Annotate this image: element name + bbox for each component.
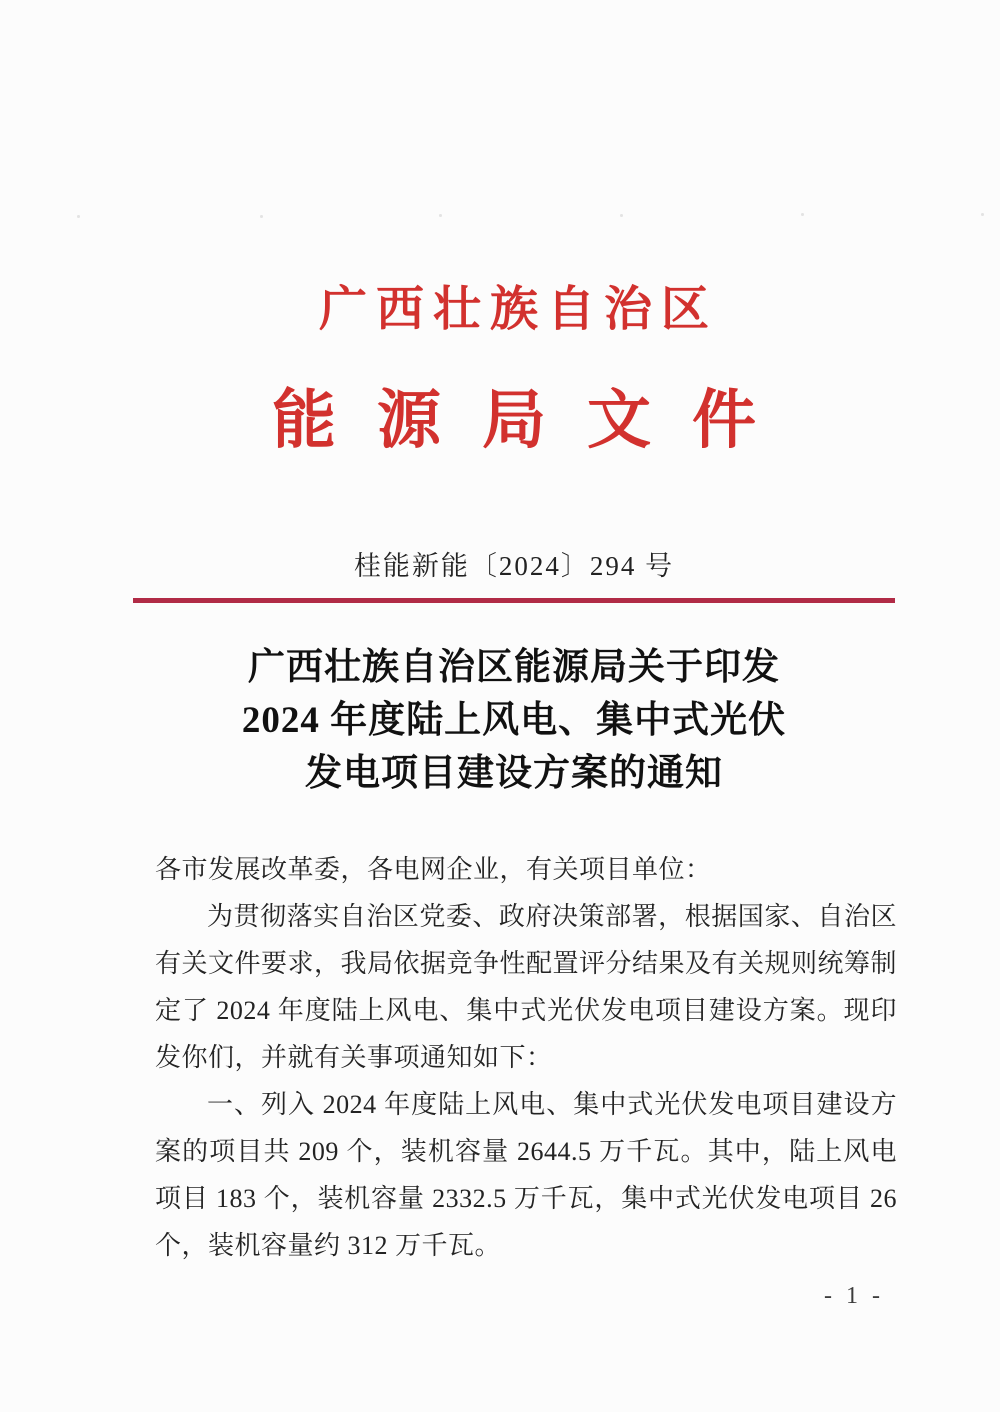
title-line-3: 发电项目建设方案的通知: [305, 753, 723, 794]
red-divider-line: [133, 598, 895, 603]
salutation-line: 各市发展改革委，各电网企业，有关项目单位：: [155, 855, 712, 884]
issuing-org-name-line1: 广西壮族自治区: [318, 283, 718, 336]
document-title: [28, 641, 1000, 800]
page-number: - 1 -: [824, 1283, 884, 1309]
body-paragraph-2: 一、列入 2024 年度陆上风电、集中式光伏发电项目建设方案的项目共 209 个，装机容量 2644.5 万千瓦。其中，陆上风电项目 183 个，装机容量 2332.5 万千瓦，集中式光伏发电项目 26 个，装机容量约 312 万千瓦。: [155, 1090, 897, 1260]
body-paragraph-1: 为贯彻落实自治区党委、政府决策部署，根据国家、自治区有关文件要求，我局依据竞争性配置评分结果及有关规则统筹制定了 2024 年度陆上风电、集中式光伏发电项目建设方案。现印发你们，并就有关事项通知如下：: [155, 902, 898, 1072]
issuing-org-name-line2: 能源局文件: [272, 385, 797, 456]
title-line-1: 广西壮族自治区能源局关于印发: [248, 647, 780, 688]
title-line-2: 2024 年度陆上风电、集中式光伏: [241, 700, 787, 741]
document-number: 桂能新能〔2024〕294 号: [353, 551, 675, 581]
document-body: [155, 846, 897, 1269]
document-content: [28, 0, 1000, 1412]
